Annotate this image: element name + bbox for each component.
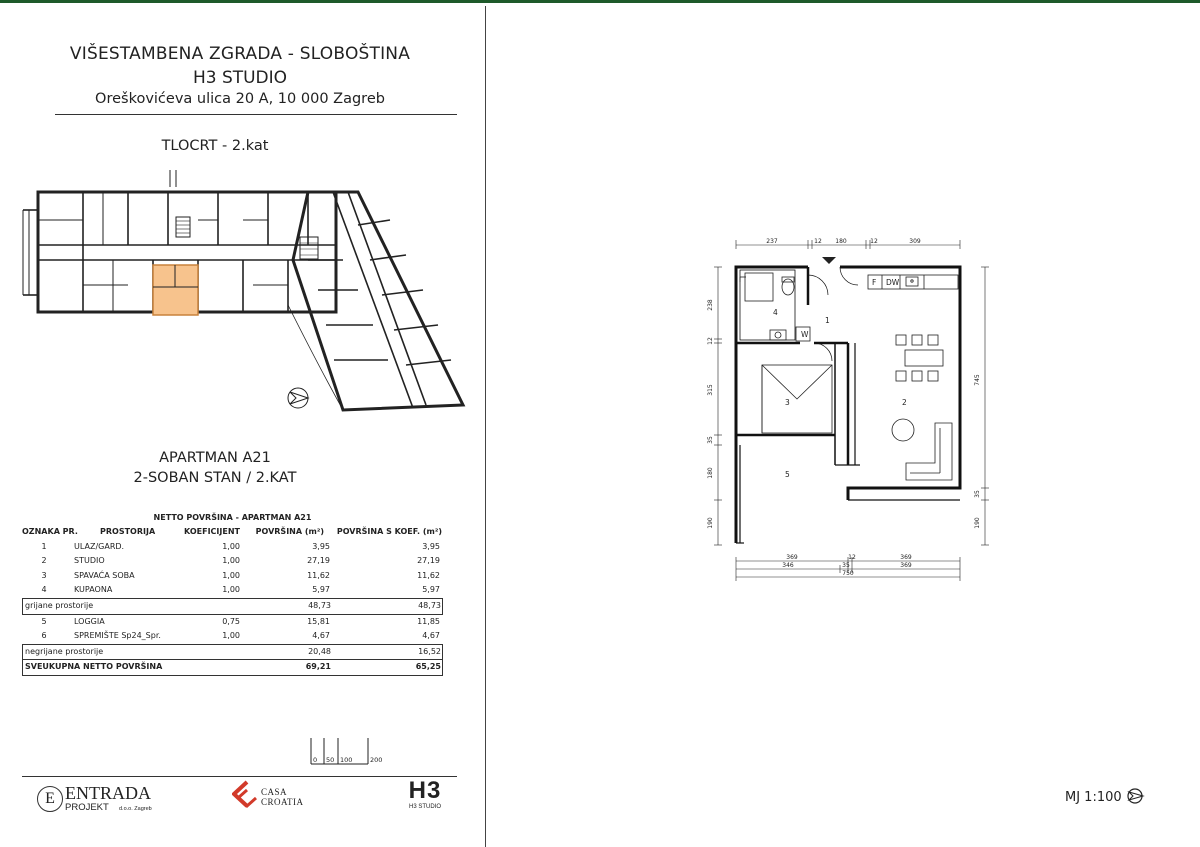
apartment-floor-plan [700,235,1000,585]
row-area-coef: 4,67 [422,631,440,641]
project-title: VIŠESTAMBENA ZGRADA - SLOBOŠTINA [69,44,411,64]
row-area: 27,19 [307,556,330,566]
dim-right-3: 190 [974,517,981,529]
croatia-text: CROATIA [261,797,304,807]
subtotal-heated-row [22,598,443,615]
row-area: 11,62 [307,570,330,580]
dim-bottom-3: 750 [842,570,854,577]
header-prostorija: PROSTORIJA [100,527,156,536]
entrada-logo [35,783,165,813]
header-oznaka: OZNAKA PR. [22,527,78,536]
round-table [892,419,914,441]
bed [762,365,832,433]
subtotal-area: 48,73 [308,600,331,610]
row-id: 6 [41,631,47,641]
table-row [22,615,443,630]
scale-label [1065,788,1146,805]
scale-label-200: 200 [370,756,383,764]
dim-left-6: 190 [707,517,714,529]
subtotal-area: 20,48 [308,646,331,656]
dim-top-2: 12 [814,238,822,245]
dim-top-1: 237 [766,238,778,245]
row-room: STUDIO [74,556,105,566]
row-coef: 1,00 [222,585,240,595]
room-2: 2 [902,398,907,407]
subtotal-area-coef: 48,73 [418,600,441,610]
row-room: LOGGIA [74,616,105,626]
row-id: 1 [41,541,47,551]
north-arrow-icon [1126,788,1146,804]
row-id: 2 [41,556,47,566]
room-5: 5 [785,470,790,479]
casa-text: CASA [261,787,288,797]
row-room: ULAZ/GARD. [74,541,125,551]
h3-mark: H3 [408,777,442,804]
appliance-w: W [801,330,809,339]
table-caption: NETTO POVRŠINA - APARTMAN A21 [153,513,312,522]
project-address: Oreškovićeva ulica 20 A, 10 000 Zagreb [95,91,385,107]
room-4: 4 [773,308,778,317]
row-coef: 1,00 [222,631,240,641]
studio-name: H3 STUDIO [192,68,288,88]
dim-bottom-1a: 369 [786,554,798,561]
total-label: SVEUKUPNA NETTO POVRŠINA [25,662,163,672]
entrada-name: ENTRADA [65,783,151,803]
entrance-arrow-icon [822,257,836,264]
h3-studio-text: H3 STUDIO [408,804,441,810]
vertical-divider [485,6,486,847]
table-row [22,569,443,584]
row-room: SPREMIŠTE Sp24_Spr. [74,631,161,641]
dim-bottom-2b: 35 [842,562,850,569]
row-area-coef: 11,62 [417,570,440,580]
appliance-dw: DW [886,278,900,287]
entrada-small: d.o.o. Zagreb [119,806,152,812]
subtotal-area-coef: 16,52 [418,646,441,656]
dim-top-4: 12 [870,238,878,245]
table-row [22,629,443,644]
subtotal-label: grijane prostorije [25,600,94,610]
row-coef: 1,00 [222,541,240,551]
total-row [22,660,443,676]
dim-left-2: 12 [707,337,714,345]
h3-studio-logo [400,778,450,818]
dim-left-1: 238 [707,299,714,311]
apartment-name: APARTMAN A21 [159,450,271,466]
row-coef: 1,00 [222,570,240,580]
row-area-coef: 3,95 [422,541,440,551]
row-area-coef: 5,97 [422,585,440,595]
total-area-coef: 65,25 [415,662,441,672]
dim-left-3: 315 [707,384,714,396]
entrada-sub: PROJEKT [65,802,109,813]
apartment-type: 2-SOBAN STAN / 2.KAT [133,470,297,486]
table-row [22,554,443,569]
dim-right-2: 35 [974,490,981,498]
scale-label-100: 100 [340,756,353,764]
subtotal-unheated-row [22,644,443,661]
row-id: 3 [41,570,47,580]
north-arrow-icon [288,388,308,408]
table-header-row [22,525,443,540]
dim-bottom-1c: 369 [900,554,912,561]
dining-table [896,335,943,381]
row-id: 5 [41,616,47,626]
table-row [22,583,443,598]
row-area-coef: 11,85 [417,616,440,626]
row-area: 3,95 [312,541,330,551]
header-koeficijent: KOEFICIJENT [184,527,240,536]
row-area: 4,67 [312,631,330,641]
row-id: 4 [41,585,47,595]
total-area: 69,21 [305,662,331,672]
row-room: SPAVAĆA SOBA [74,570,135,580]
dim-bottom-2c: 369 [900,562,912,569]
scale-label-0: 0 [313,756,318,764]
subtotal-label: negrijane prostorije [25,646,104,656]
kitchen-counter [868,275,958,289]
scale-label-50: 50 [326,756,335,764]
row-area-coef: 27,19 [417,556,440,566]
dim-top-3: 180 [835,238,847,245]
dim-left-4: 35 [707,436,714,444]
appliance-f: F [872,278,877,287]
room-3: 3 [785,398,790,407]
dim-right-1: 745 [974,374,981,386]
dim-bottom-1b: 12 [848,554,856,561]
row-area: 15,81 [307,616,330,626]
room-1: 1 [825,316,830,325]
row-coef: 0,75 [222,616,240,626]
bathroom-fixtures [740,273,810,341]
row-room: KUPAONA [74,585,113,595]
header-povrsina: POVRŠINA (m²) [255,527,324,536]
sofa [906,423,952,480]
key-plan [18,165,468,415]
row-area: 5,97 [312,585,330,595]
dim-left-5: 180 [707,467,714,479]
area-table [22,513,443,676]
header-rule [55,114,457,115]
row-coef: 1,00 [222,556,240,566]
scale-text: MJ 1:100 [1065,790,1122,805]
header-povrsina-koef: POVRŠINA S KOEF. (m²) [336,527,442,536]
casa-croatia-mark-icon [232,780,262,814]
dim-top-5: 309 [909,238,921,245]
dim-bottom-2a: 346 [782,562,794,569]
top-rule [0,0,1200,3]
floor-label: TLOCRT - 2.kat [161,138,269,154]
entrada-mark-icon: E [37,786,63,812]
footer-rule [22,776,457,777]
casa-croatia-logo [232,780,322,816]
table-row [22,540,443,555]
